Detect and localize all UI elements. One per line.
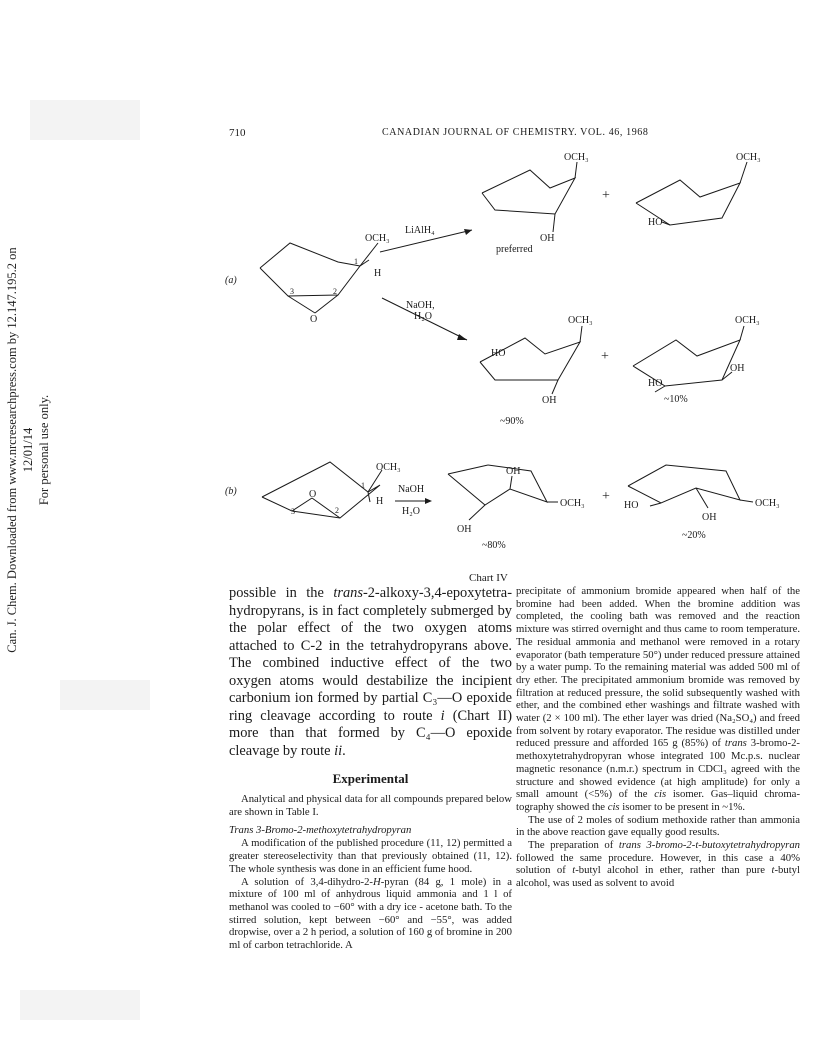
- start-a-n2: 2: [333, 287, 337, 296]
- text-run: trans: [333, 585, 363, 601]
- start-a-n3: 3: [290, 287, 294, 296]
- text-run: trans: [724, 737, 747, 750]
- text-run: -butyl alcohol, was used as solvent to avoid: [516, 864, 800, 890]
- start-ring-b: [262, 462, 380, 518]
- paragraph: [516, 585, 800, 814]
- substituent-bond: [740, 326, 744, 340]
- epoxide-bond: [288, 296, 315, 313]
- subsection-title: Trans 3-Bromo-2-methoxytetrahydropyran: [229, 824, 412, 837]
- p1-note: preferred: [496, 244, 533, 255]
- pb1-oh-bottom: OH: [457, 524, 472, 535]
- p3-oh: OH: [542, 395, 557, 406]
- substituent-bond: [552, 380, 558, 394]
- product-ring: [482, 170, 575, 214]
- start-a-h: H: [374, 268, 382, 279]
- text-run: possible in the: [229, 585, 334, 601]
- p3-och3: OCH₃: [568, 315, 593, 326]
- text-run: cis: [654, 788, 667, 801]
- text-run: followed the same procedure. However, in this case a 40% solution of: [516, 851, 800, 877]
- text-run: t: [771, 864, 775, 877]
- p3-yield: ~90%: [500, 416, 524, 427]
- start-b-och3: OCH₃: [376, 462, 401, 473]
- pb2-oh: OH: [702, 512, 717, 523]
- reagent-b-bottom: H₂O: [402, 506, 420, 517]
- left-column: [229, 585, 512, 952]
- paragraph: Analytical and physical data for all compounds prepared below are shown in Table I.: [229, 793, 512, 818]
- p3-ho: HO: [491, 348, 506, 359]
- p4-och3: OCH₃: [735, 315, 760, 326]
- pb2-ho: HO: [624, 500, 639, 511]
- plus-sign: +: [602, 188, 610, 203]
- substituent-bond: [510, 476, 512, 489]
- substituent-bond: [575, 162, 577, 178]
- right-column: [516, 585, 800, 890]
- paragraph: [516, 839, 800, 890]
- substituent-bond: [469, 505, 485, 520]
- reagent-lialh4: LiAlH₄: [405, 225, 435, 236]
- start-b-n3: 3: [291, 507, 295, 516]
- pb2-yield: ~20%: [682, 530, 706, 541]
- start-ring-a: [260, 243, 360, 296]
- text-run: cis: [607, 800, 620, 813]
- lead-paragraph: [229, 585, 512, 760]
- scan-noise: [20, 990, 140, 1020]
- pb2-och3: OCH₃: [755, 498, 780, 509]
- substituent-bond: [553, 214, 555, 232]
- start-a-och3: OCH₃: [365, 233, 390, 244]
- paragraph: A modification of the published procedure (11, 12) permitted a greater stereoselectivity than that previously obtained (11, 12). The whole synthesis was done in an efficient fume hood.: [229, 837, 512, 875]
- reagent-h2o: H₂O: [414, 311, 432, 322]
- epoxide-bond: [315, 295, 338, 313]
- start-b-h: H: [376, 496, 384, 507]
- running-header: CANADIAN JOURNAL OF CHEMISTRY. VOL. 46, 1968: [382, 127, 649, 138]
- substituent-bond: [580, 326, 582, 342]
- p4-ho: HO: [648, 378, 663, 389]
- text-run: 3-bromo-2-methoxytetrahydropyran whose integrated 100 Mc.p.s. nuclear magnetic resonance (n.m.r.) spectrum in CDCl₃ agreed with the structure and showed evidence (at high amplitude) for only a small amount (<5%) of the: [516, 737, 800, 801]
- start-a-n1: 1: [354, 257, 358, 266]
- p4-oh: OH: [730, 363, 745, 374]
- substituent-bond: [740, 162, 747, 183]
- text-run: trans 3-bromo-2-t-butoxytetrahydropyran: [618, 839, 801, 852]
- text-run: -pyran (84 g, 1 mole) in a mixture of 100 ml of anhydrous liquid ammonia and 1 l of methanol was cooled to −60° with a dry ice - acetone bath. To the stirred solution, kept between −60° and −55°, was added dropwise, over a 2 h period, a solution of 160 g of bromine in 200 ml of carbon tetrachloride. A: [229, 875, 512, 952]
- text-run: The preparation of: [528, 839, 619, 852]
- ring-bond: [448, 465, 488, 474]
- label-a: (a): [225, 275, 237, 286]
- text-run: isomer. Gas–liquid chromatography showed the: [516, 788, 800, 813]
- reagent-b-top: NaOH: [398, 484, 425, 495]
- pb1-oh-top: OH: [506, 466, 521, 477]
- text-run: isomer to be present in ~1%.: [619, 800, 745, 813]
- start-a-o: O: [310, 314, 318, 325]
- text-run: ii: [334, 742, 343, 759]
- p2-ho: HO: [648, 217, 663, 228]
- section-title: Experimental: [332, 771, 409, 786]
- start-b-n1: 1: [361, 481, 365, 490]
- download-notice: [4, 230, 51, 670]
- page-number: 710: [229, 127, 246, 139]
- product-ring: [628, 465, 740, 503]
- pb1-och3: OCH₃: [560, 498, 585, 509]
- paragraph: The use of 2 moles of sodium methoxide rather than ammonia in the above reaction gave equally good results.: [516, 813, 800, 839]
- text-run: .: [342, 742, 346, 759]
- text-run: A solution of 3,4-dihydro-2-: [241, 875, 373, 888]
- text-run: (Chart II) more than that formed by C₄—O epoxide cleavage by route: [229, 707, 512, 759]
- p4-yield: ~10%: [664, 394, 688, 405]
- start-b-o: O: [309, 489, 317, 500]
- paragraph: [229, 876, 512, 952]
- text-run: -2-alkoxy-3,4-epoxytetrahydropyrans, is in fact completely submerged by the polar effect of the two oxygen atoms attached to C-2 in the tetrahydropyrans above. The combined inductive effect of the two oxygen atoms would destabilize the incipient carbonium ion formed by partial C₃—O epoxide ring cleavage according to route: [229, 585, 512, 724]
- download-notice-line: Can. J. Chem. Downloaded from www.nrcresearchpress.com by 12.147.195.2 on 12/01/14: [5, 247, 35, 653]
- p2-och3: OCH₃: [736, 152, 761, 163]
- p1-oh: OH: [540, 233, 555, 244]
- methoxy-bond: [360, 243, 378, 266]
- chart-iv-diagram: [220, 140, 810, 580]
- text-run: -butyl alcohol in ether, rather than pure: [575, 864, 772, 877]
- text-run: H: [373, 875, 381, 888]
- plus-sign: +: [602, 489, 610, 504]
- download-notice-line: For personal use only.: [37, 394, 51, 506]
- plus-sign: +: [601, 349, 609, 364]
- product-ring: [480, 338, 580, 380]
- text-run: i: [440, 707, 445, 724]
- pb1-yield: ~80%: [482, 540, 506, 551]
- substituent-bond: [740, 500, 753, 502]
- label-b: (b): [225, 486, 237, 497]
- substituent-bond: [650, 503, 661, 506]
- chart-caption: Chart IV: [469, 572, 508, 584]
- scan-noise: [30, 100, 140, 140]
- start-b-n2: 2: [335, 506, 339, 515]
- scan-noise: [60, 680, 150, 710]
- p1-och3: OCH₃: [564, 152, 589, 163]
- text-run: t: [572, 864, 576, 877]
- reagent-naoh: NaOH,: [406, 300, 435, 311]
- text-run: precipitate of ammonium bromide appeared when half of the bromine had been added. When the bromine addition was completed, the cooling bath was removed and the reaction mixture was stirred overnight and thus came to room temperature. The residual ammonia and methanol were removed in a rotary evaporator (bath temperature 50°) under reduced pressure attained by a water pump. To the remaining material was added 500 ml of dry ether. The precipitated ammonium bromide was removed by filtration at reduced pressure, the solid subsequently washed with ether, and the combined ether washings and filtrate washed with water (2 × 100 ml). The ether layer was dried (Na₂SO₄) and freed from solvent by rotary evaporator. The residue was distilled under reduced pressure and afforded 165 g (85%) of: [516, 585, 800, 750]
